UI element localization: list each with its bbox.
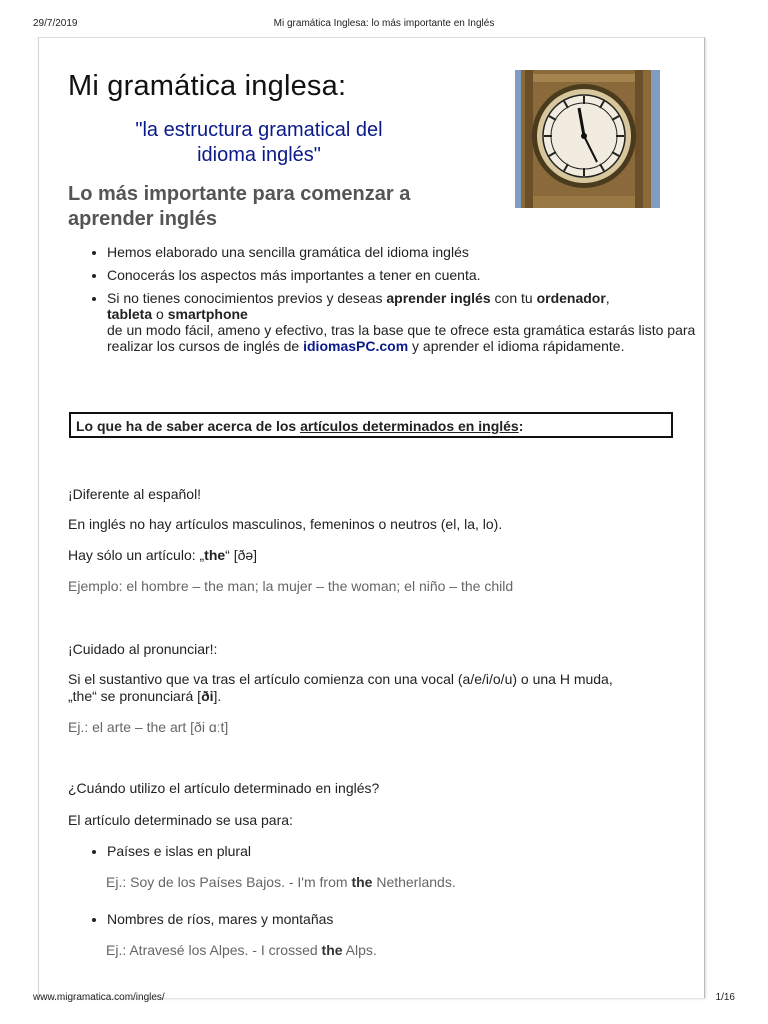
print-header [33, 18, 735, 32]
print-date: 29/7/2019 [33, 18, 78, 29]
section3-question: ¿Cuándo utilizo el artículo determinado en inglés? [68, 780, 380, 796]
page-number: 1/16 [715, 992, 735, 1003]
section2-heading: ¡Cuidado al pronunciar!: [68, 641, 218, 657]
section3-intro: El artículo determinado se usa para: [68, 812, 293, 828]
list-item: • Nombres de ríos, mares y montañas [107, 911, 333, 927]
page-content [39, 38, 704, 998]
articles-link[interactable]: artículos determinados en inglés [300, 418, 519, 434]
section2-pronunciation: „the“ se pronunciará [ði]. [68, 688, 222, 704]
page-subtitle: "la estructura gramatical del idioma inglés" [135, 119, 383, 166]
section1-paragraph: En inglés no hay artículos masculinos, femeninos o neutros (el, la, lo). [68, 516, 503, 532]
section1-heading: ¡Diferente al español! [68, 486, 202, 502]
section-heading: Lo más importante para comenzar a aprender inglés [68, 183, 411, 230]
usage-list [77, 911, 333, 927]
section2-paragraph: Si el sustantivo que va tras el artículo comienza con una vocal (a/e/i/o/u) o una H muda, [68, 671, 613, 687]
list-item: • Hemos elaborado una sencilla gramática del idioma inglés [107, 244, 707, 260]
page-title: Mi gramática inglesa: [68, 70, 347, 102]
intro-bullet-list [77, 244, 707, 361]
clock-illustration [515, 70, 660, 208]
list-item: • Si no tienes conocimientos previos y deseas aprender inglés con tu ordenador, tableta o smartphone de un modo fácil, ameno y efectivo, tras la base que te ofrece esta gramática estarás listo para realizar los cursos de inglés de idiomasPC.com y aprender el idioma rápidamente. [107, 290, 707, 354]
idiomaspc-link[interactable]: idiomasPC.com [303, 338, 409, 354]
print-url: www.migramatica.com/ingles/ [33, 992, 165, 1003]
section1-example: Ejemplo: el hombre – the man; la mujer – the woman; el niño – the child [68, 578, 514, 594]
usage-example-1: Ej.: Soy de los Países Bajos. - I'm from the Netherlands. [106, 874, 456, 890]
section2-example: Ej.: el arte – the art [ði ɑːt] [68, 719, 229, 735]
list-item: • Conocerás los aspectos más importantes a tener en cuenta. [107, 267, 707, 283]
print-footer [33, 992, 735, 1006]
list-item: • Países e islas en plural [107, 843, 251, 859]
usage-list [77, 843, 251, 859]
big-ben-clock-photo [515, 70, 660, 208]
section1-article-line: Hay sólo un artículo: „the“ [ðə] [68, 547, 258, 563]
articles-box-heading: Lo que ha de saber acerca de los artículos determinados en inglés: [69, 412, 673, 438]
usage-example-2: Ej.: Atravesé los Alpes. - I crossed the Alps. [106, 942, 377, 958]
print-title: Mi gramática Inglesa: lo más importante en Inglés [273, 18, 495, 29]
page-frame [38, 37, 705, 998]
